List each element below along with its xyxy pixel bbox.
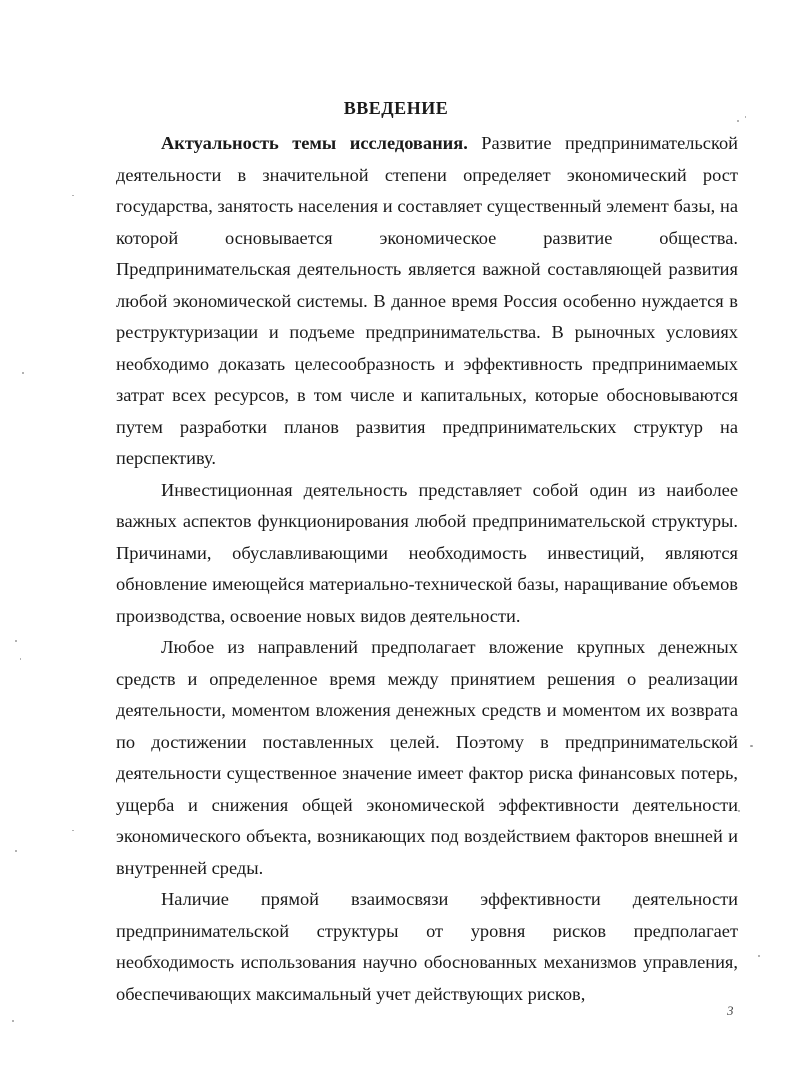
investment-text: Инвестиционная деятельность представляет собой один из наиболее важных аспектов функционирования любой предпринимательской структуры. Причинами, обуславливающими необходимость инвестиций, являются обновление имеющейся материально-технической базы, наращивание объемов производства, освоение новых видов деятельности. [116, 479, 738, 626]
paragraph-risk [116, 632, 738, 884]
scan-speck [72, 195, 74, 196]
scan-speck [737, 120, 739, 122]
page-number: 3 [727, 1003, 734, 1018]
scan-speck [758, 955, 760, 957]
scan-speck [745, 116, 746, 118]
scan-speck [12, 1020, 14, 1022]
scan-speck [15, 640, 17, 642]
relevance-text: Развитие предпринимательской деятельности в значительной степени определяет экономический рост государства, занятость населения и составляет существенный элемент базы, на которой основывается экономическое развитие общества. Предпринимательская деятельность является важной составляющей развития любой экономической системы. В данное время Россия особенно нуждается в реструктуризации и подъеме предпринимательства. В рыночных условиях необходимо доказать целесообразность и эффективность предпринимаемых затрат всех ресурсов, в том числе и капитальных, которые обосновываются путем разработки планов развития предпринимательских структур на перспективу. [116, 133, 738, 468]
scan-speck [20, 658, 21, 660]
risk-text: Любое из направлений предполагает вложение крупных денежных средств и определенное время между принятием решения о реализации деятельности, моментом вложения денежных средств и моментом их возврата по достижении поставленных целей. Поэтому в предпринимательской деятельности существенное значение имеет фактор риска финансовых потерь, ущерба и снижения общей экономической эффективности деятельности экономического объекта, возникающих под воздействием факторов внешней и внутренней среды. [116, 637, 738, 878]
body-text [116, 128, 738, 1010]
scan-speck [750, 745, 753, 747]
scan-speck [22, 372, 24, 374]
relevance-lead: Актуальность темы исследования. [161, 133, 468, 153]
paragraph-investment [116, 475, 738, 633]
paragraph-relationship [116, 884, 738, 1010]
scan-speck [72, 830, 74, 831]
paragraph-relevance [116, 128, 738, 475]
scan-speck [738, 810, 740, 812]
scan-speck [15, 850, 17, 852]
relationship-text: Наличие прямой взаимосвязи эффективности деятельности предпринимательской структуры от уровня рисков предполагает необходимость использования научно обоснованных механизмов управления, обеспечивающих максимальный учет действующих рисков, [116, 889, 738, 1004]
section-heading: ВВЕДЕНИЕ [343, 98, 449, 118]
